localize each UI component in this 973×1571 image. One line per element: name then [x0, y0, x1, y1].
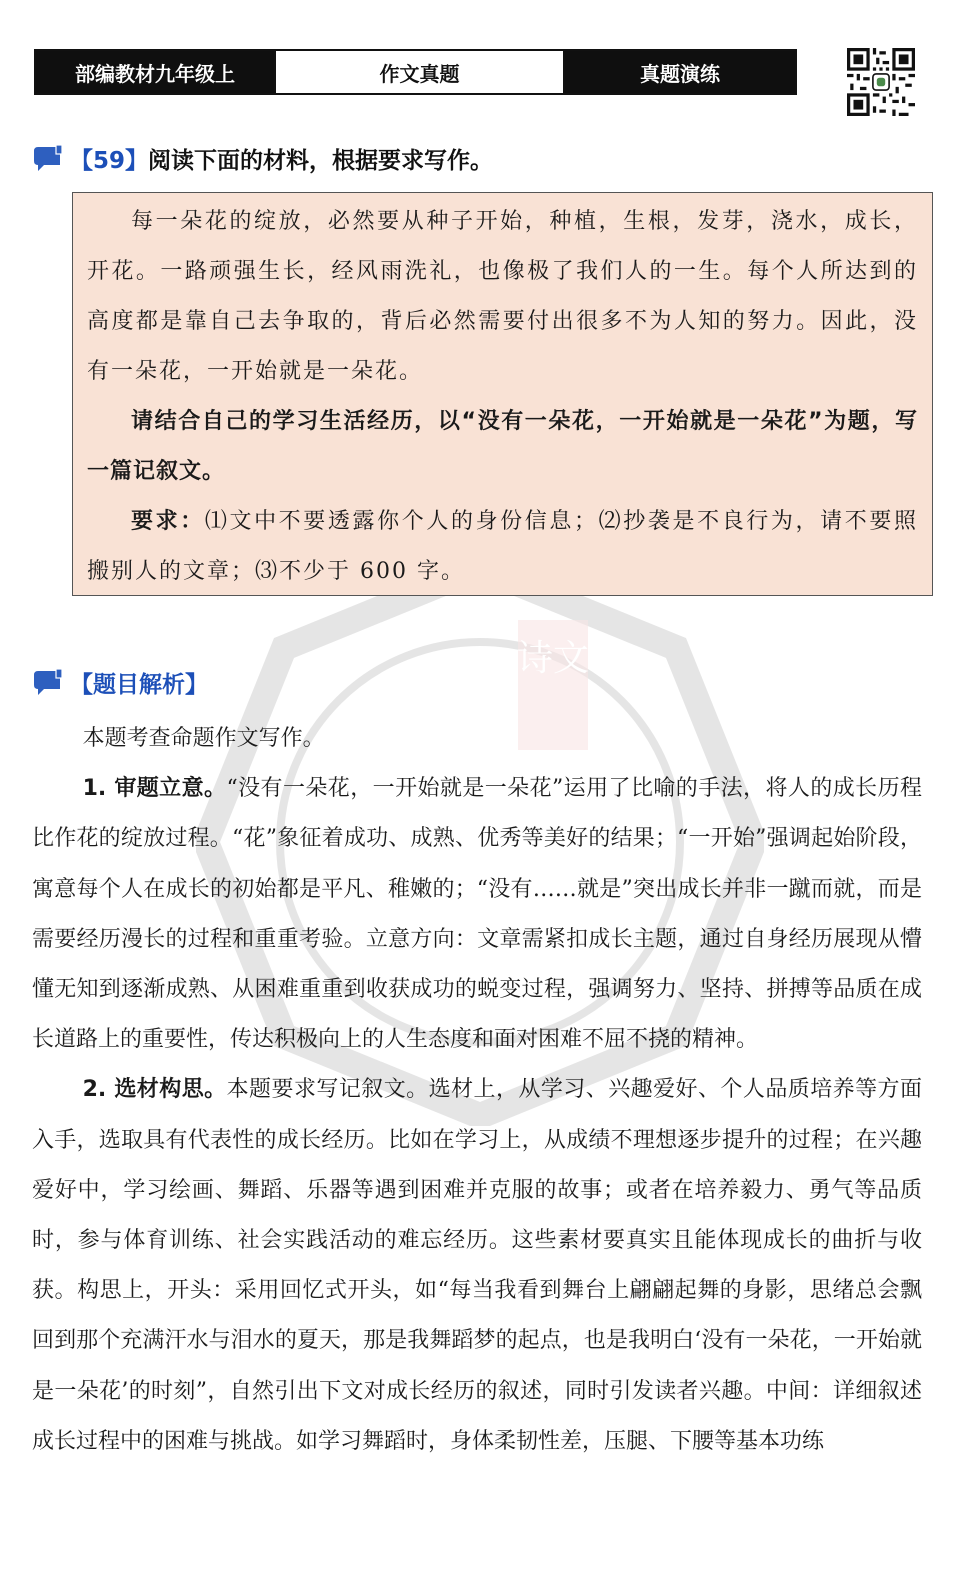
analysis-heading	[32, 666, 208, 699]
question-number: 【59】	[70, 148, 149, 174]
header-section-label: 真题演练	[565, 51, 795, 93]
point-1-label: 1. 审题立意。	[82, 776, 227, 802]
analysis-point-1	[32, 764, 922, 1065]
header-bar	[34, 49, 797, 95]
question-heading	[32, 142, 493, 175]
header-grade-label: 部编教材九年级上	[36, 51, 274, 93]
analysis-intro: 本题考查命题作文写作。	[82, 726, 325, 751]
writing-task: 请结合自己的学习生活经历，以“没有一朵花，一开始就是一朵花”为题，写一篇记叙文。	[87, 409, 918, 484]
material-paragraph: 每一朵花的绽放，必然要从种子开始，种植，生根，发芽，浇水，成长，开花。一路顽强生长，经风雨洗礼，也像极了我们人的一生。每个人所达到的高度都是靠自己去争取的，背后必然需要付出很多不为人知的努力。因此，没有一朵花，一开始就是一朵花。	[87, 209, 918, 384]
qr-code-icon[interactable]	[847, 48, 915, 116]
bookmark-icon	[32, 669, 64, 697]
question-prompt: 阅读下面的材料，根据要求写作。	[148, 148, 494, 174]
point-2-label: 2. 选材构思。	[82, 1077, 227, 1103]
requirements-text: ⑴文中不要透露你个人的身份信息；⑵抄袭是不良行为，请不要照搬别人的文章；⑶不少于 600 字。	[87, 509, 918, 584]
analysis-point-2	[32, 1065, 922, 1467]
watermark-seal: 诗文	[516, 638, 590, 679]
bookmark-icon	[32, 145, 64, 173]
requirements-label: 要求：	[131, 509, 205, 534]
requirements	[87, 497, 918, 597]
material-box	[72, 192, 933, 596]
header-category-label: 作文真题	[274, 51, 565, 93]
analysis-body	[32, 714, 922, 1467]
point-2-text: 本题要求写记叙文。选材上，从学习、兴趣爱好、个人品质培养等方面入手，选取具有代表性的成长经历。比如在学习上，从成绩不理想逐步提升的过程；在兴趣爱好中，学习绘画、舞蹈、乐器等遇到困难并克服的故事；或者在培养毅力、勇气等品质时，参与体育训练、社会实践活动的难忘经历。这些素材要真实且能体现成长的曲折与收获。构思上，开头：采用回忆式开头，如“每当我看到舞台上翩翩起舞的身影，思绪总会飘回到那个充满汗水与泪水的夏天，那是我舞蹈梦的起点，也是我明白‘没有一朵花，一开始就是一朵花’的时刻”，自然引出下文对成长经历的叙述，同时引发读者兴趣。中间：详细叙述成长过程中的困难与挑战。如学习舞蹈时，身体柔韧性差，压腿、下腰等基本功练	[32, 1077, 922, 1454]
point-1-text: “没有一朵花，一开始就是一朵花”运用了比喻的手法，将人的成长历程比作花的绽放过程。“花”象征着成功、成熟、优秀等美好的结果；“一开始”强调起始阶段，寓意每个人在成长的初始都是平凡、稚嫩的；“没有……就是”突出成长并非一蹴而就，而是需要经历漫长的过程和重重考验。立意方向：文章需紧扣成长主题，通过自身经历展现从懵懂无知到逐渐成熟、从困难重重到收获成功的蜕变过程，强调努力、坚持、拼搏等品质在成长道路上的重要性，传达积极向上的人生态度和面对困难不屈不挠的精神。	[32, 776, 923, 1053]
analysis-title: 【题目解析】	[70, 672, 208, 698]
